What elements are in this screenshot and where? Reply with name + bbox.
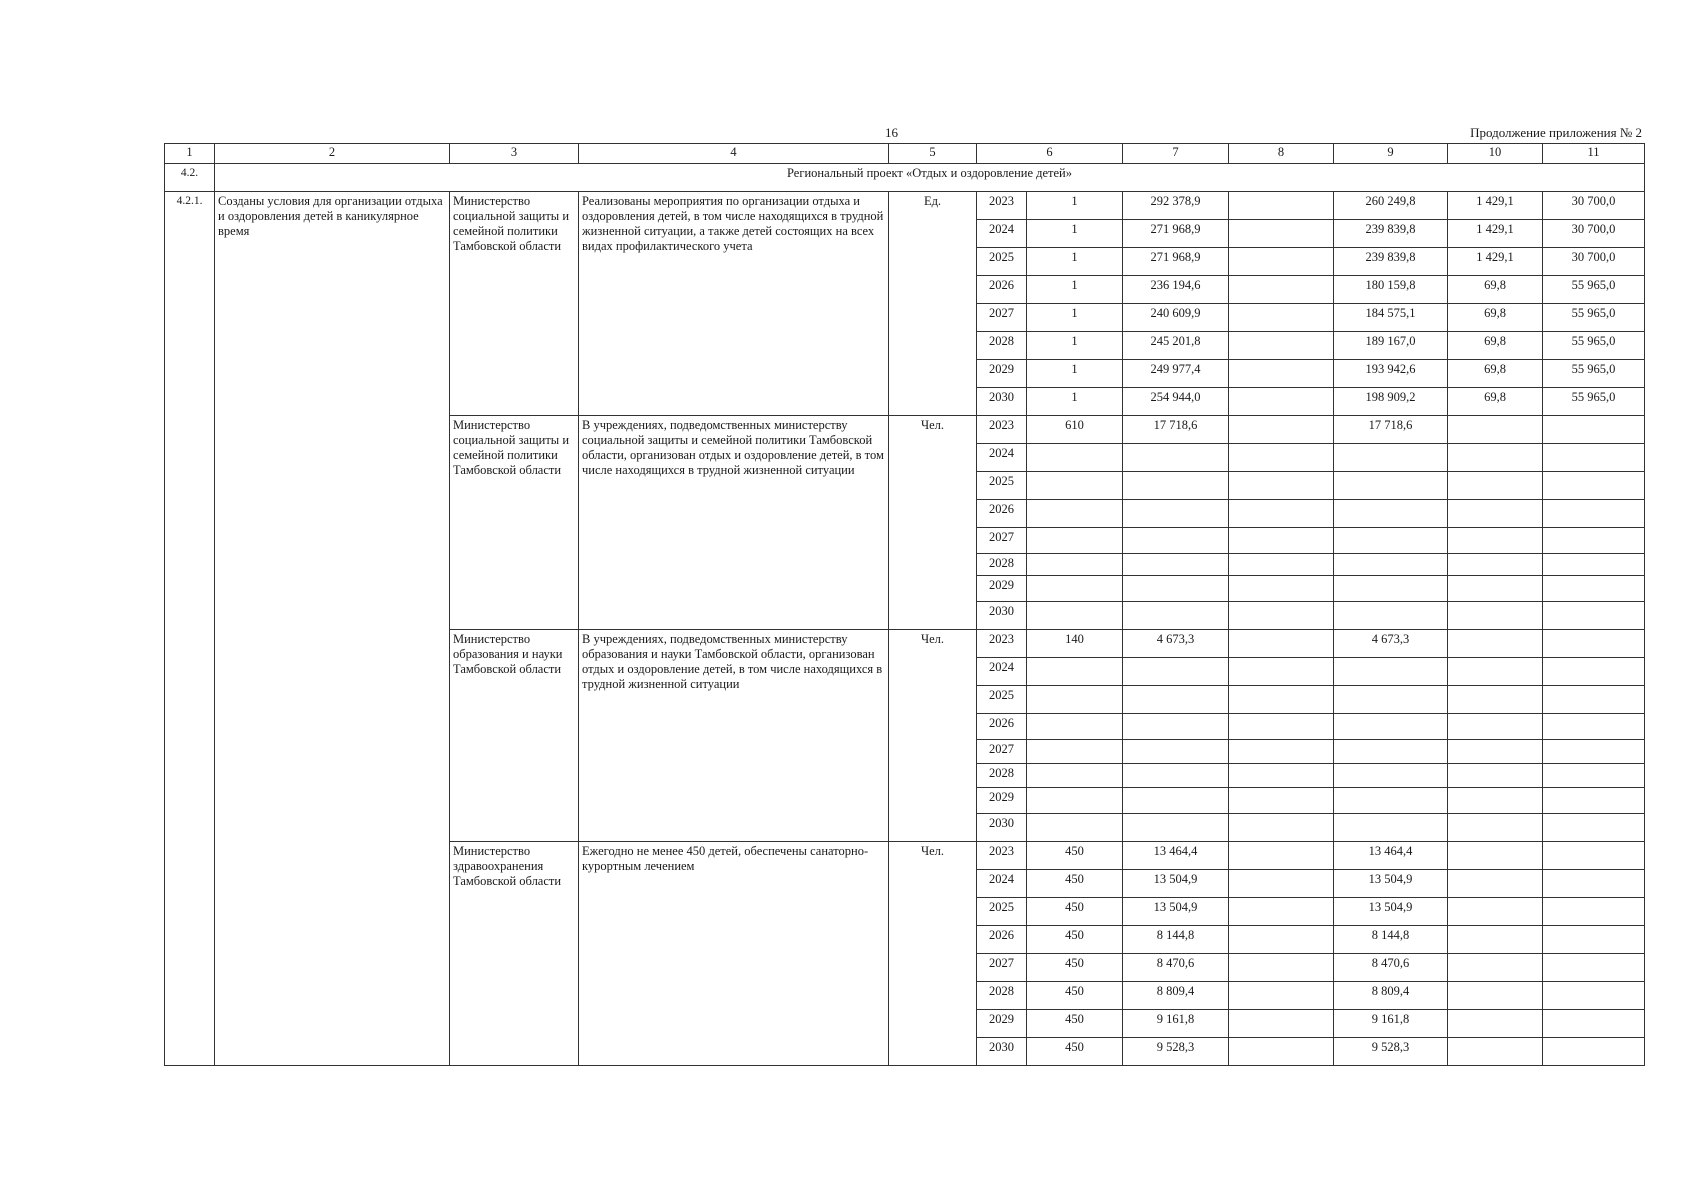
value-col11 [1543,528,1645,554]
year-cell: 2025 [977,686,1027,714]
value-col11 [1543,630,1645,658]
value-col10 [1448,954,1543,982]
value-col11: 55 965,0 [1543,388,1645,416]
value-col6: 450 [1027,982,1123,1010]
value-col9: 17 718,6 [1334,416,1448,444]
value-col11 [1543,982,1645,1010]
value-col9: 239 839,8 [1334,248,1448,276]
value-col6 [1027,500,1123,528]
value-col9: 184 575,1 [1334,304,1448,332]
value-col8 [1229,472,1334,500]
result-cell: Ежегодно не менее 450 детей, обеспечены санаторно-курортным лечением [579,842,889,1066]
value-col9 [1334,576,1448,602]
value-col9: 8 470,6 [1334,954,1448,982]
value-col10: 1 429,1 [1448,248,1543,276]
year-cell: 2028 [977,982,1027,1010]
value-col6: 1 [1027,192,1123,220]
value-col8 [1229,814,1334,842]
unit-cell: Ед. [889,192,977,416]
value-col9: 9 528,3 [1334,1038,1448,1066]
year-cell: 2026 [977,926,1027,954]
year-cell: 2029 [977,788,1027,814]
value-col6 [1027,602,1123,630]
value-col8 [1229,898,1334,926]
value-col11 [1543,554,1645,576]
value-col11 [1543,714,1645,740]
value-col11 [1543,870,1645,898]
value-col7: 13 464,4 [1123,842,1229,870]
value-col6: 450 [1027,842,1123,870]
value-col6: 450 [1027,1038,1123,1066]
year-cell: 2030 [977,388,1027,416]
value-col8 [1229,554,1334,576]
year-cell: 2030 [977,814,1027,842]
value-col8 [1229,192,1334,220]
value-col11 [1543,954,1645,982]
year-cell: 2028 [977,554,1027,576]
value-col10 [1448,898,1543,926]
value-col9: 193 942,6 [1334,360,1448,388]
value-col7: 13 504,9 [1123,898,1229,926]
value-col7: 271 968,9 [1123,220,1229,248]
value-col10: 69,8 [1448,276,1543,304]
value-col7: 236 194,6 [1123,276,1229,304]
value-col11: 55 965,0 [1543,276,1645,304]
value-col10 [1448,814,1543,842]
value-col11: 55 965,0 [1543,332,1645,360]
value-col10: 1 429,1 [1448,220,1543,248]
result-cell: Реализованы мероприятия по организации отдыха и оздоровления детей, в том числе находящихся в трудной жизненной ситуации, а также детей состоящих на всех видах профилактического учета [579,192,889,416]
value-col9: 13 464,4 [1334,842,1448,870]
value-col8 [1229,842,1334,870]
value-col6: 140 [1027,630,1123,658]
value-col9 [1334,764,1448,788]
value-col7: 245 201,8 [1123,332,1229,360]
value-col11 [1543,740,1645,764]
value-col6: 450 [1027,954,1123,982]
year-cell: 2025 [977,898,1027,926]
unit-cell: Чел. [889,630,977,842]
year-cell: 2023 [977,416,1027,444]
value-col11 [1543,576,1645,602]
value-col10 [1448,982,1543,1010]
value-col8 [1229,576,1334,602]
value-col6: 1 [1027,220,1123,248]
value-col10 [1448,472,1543,500]
value-col8 [1229,926,1334,954]
result-cell: В учреждениях, подведомственных министерству социальной защиты и семейной политики Тамбовской области, организован отдых и оздоровление детей, в том числе находящихся в трудной жизненной ситуации [579,416,889,630]
value-col9 [1334,444,1448,472]
value-col11 [1543,658,1645,686]
value-col10 [1448,788,1543,814]
value-col11 [1543,842,1645,870]
value-col6 [1027,788,1123,814]
value-col6 [1027,686,1123,714]
value-col8 [1229,1010,1334,1038]
value-col9 [1334,602,1448,630]
year-cell: 2029 [977,360,1027,388]
value-col6: 1 [1027,276,1123,304]
value-col9 [1334,740,1448,764]
value-col6 [1027,658,1123,686]
col-num-10: 10 [1448,144,1543,164]
executor-cell: Министерство социальной защиты и семейной политики Тамбовской области [450,416,579,630]
value-col11 [1543,444,1645,472]
value-col8 [1229,332,1334,360]
column-number-row [165,144,1645,164]
value-col11 [1543,602,1645,630]
value-col8 [1229,444,1334,472]
year-cell: 2026 [977,276,1027,304]
value-col11: 55 965,0 [1543,360,1645,388]
value-col8 [1229,276,1334,304]
value-col9: 180 159,8 [1334,276,1448,304]
year-cell: 2027 [977,528,1027,554]
value-col9: 8 809,4 [1334,982,1448,1010]
value-col10 [1448,740,1543,764]
continuation-note: Продолжение приложения № 2 [1470,125,1642,140]
value-col7: 13 504,9 [1123,870,1229,898]
value-col8 [1229,500,1334,528]
value-col8 [1229,954,1334,982]
value-col6 [1027,576,1123,602]
col-num-3: 3 [450,144,579,164]
year-cell: 2028 [977,332,1027,360]
value-col8 [1229,658,1334,686]
value-col6 [1027,554,1123,576]
value-col10 [1448,500,1543,528]
year-cell: 2027 [977,740,1027,764]
year-cell: 2024 [977,658,1027,686]
year-cell: 2029 [977,576,1027,602]
value-col10: 69,8 [1448,304,1543,332]
value-col9 [1334,658,1448,686]
value-col9: 189 167,0 [1334,332,1448,360]
value-col7: 8 144,8 [1123,926,1229,954]
value-col10 [1448,630,1543,658]
value-col7 [1123,714,1229,740]
value-col11: 55 965,0 [1543,304,1645,332]
value-col7 [1123,788,1229,814]
value-col6: 450 [1027,898,1123,926]
value-col10 [1448,926,1543,954]
value-col9: 13 504,9 [1334,898,1448,926]
value-col9: 198 909,2 [1334,388,1448,416]
year-cell: 2023 [977,192,1027,220]
value-col9 [1334,814,1448,842]
value-col7 [1123,602,1229,630]
value-col7: 9 528,3 [1123,1038,1229,1066]
col-num-9: 9 [1334,144,1448,164]
value-col10: 69,8 [1448,388,1543,416]
value-col7 [1123,764,1229,788]
item-code: 4.2.1. [165,192,215,1066]
value-col11: 30 700,0 [1543,248,1645,276]
unit-cell: Чел. [889,842,977,1066]
value-col10 [1448,714,1543,740]
value-col7 [1123,814,1229,842]
value-col10 [1448,1010,1543,1038]
value-col9 [1334,472,1448,500]
value-col10 [1448,658,1543,686]
value-col10 [1448,444,1543,472]
year-cell: 2023 [977,842,1027,870]
value-col9: 8 144,8 [1334,926,1448,954]
value-col7 [1123,576,1229,602]
value-col9: 13 504,9 [1334,870,1448,898]
value-col8 [1229,764,1334,788]
value-col9 [1334,500,1448,528]
value-col6: 450 [1027,926,1123,954]
item-name: Созданы условия для организации отдыха и оздоровления детей в каникулярное время [215,192,450,1066]
value-col7: 8 470,6 [1123,954,1229,982]
value-col11 [1543,1038,1645,1066]
year-cell: 2029 [977,1010,1027,1038]
value-col8 [1229,1038,1334,1066]
year-cell: 2024 [977,220,1027,248]
col-num-5: 5 [889,144,977,164]
year-cell: 2025 [977,248,1027,276]
value-col9 [1334,528,1448,554]
value-col10 [1448,554,1543,576]
value-col8 [1229,388,1334,416]
table-row [165,192,1645,220]
value-col10: 69,8 [1448,360,1543,388]
value-col10 [1448,1038,1543,1066]
value-col11 [1543,686,1645,714]
value-col7: 249 977,4 [1123,360,1229,388]
value-col8 [1229,870,1334,898]
executor-cell: Министерство образования и науки Тамбовской области [450,630,579,842]
year-cell: 2028 [977,764,1027,788]
col-num-4: 4 [579,144,889,164]
value-col11 [1543,472,1645,500]
value-col10 [1448,842,1543,870]
value-col11 [1543,764,1645,788]
value-col6: 450 [1027,1010,1123,1038]
executor-cell: Министерство здравоохранения Тамбовской области [450,842,579,1066]
value-col11 [1543,1010,1645,1038]
value-col7: 254 944,0 [1123,388,1229,416]
value-col11 [1543,416,1645,444]
value-col6 [1027,528,1123,554]
value-col8 [1229,686,1334,714]
value-col11 [1543,814,1645,842]
unit-cell: Чел. [889,416,977,630]
value-col10 [1448,602,1543,630]
value-col6: 1 [1027,248,1123,276]
value-col6 [1027,714,1123,740]
value-col9: 260 249,8 [1334,192,1448,220]
table-body [165,144,1645,1066]
value-col7 [1123,500,1229,528]
value-col7: 271 968,9 [1123,248,1229,276]
year-cell: 2027 [977,954,1027,982]
value-col7 [1123,528,1229,554]
value-col8 [1229,630,1334,658]
value-col8 [1229,416,1334,444]
value-col10 [1448,764,1543,788]
value-col11 [1543,788,1645,814]
result-cell: В учреждениях, подведомственных министерству образования и науки Тамбовской области, организован отдых и оздоровление детей, в том числе находящихся в трудной жизненной ситуации [579,630,889,842]
value-col8 [1229,982,1334,1010]
value-col6 [1027,764,1123,788]
year-cell: 2024 [977,444,1027,472]
value-col7: 292 378,9 [1123,192,1229,220]
col-num-6: 6 [977,144,1123,164]
value-col6: 1 [1027,332,1123,360]
value-col11: 30 700,0 [1543,192,1645,220]
value-col6: 1 [1027,304,1123,332]
section-code: 4.2. [165,164,215,192]
value-col7 [1123,740,1229,764]
value-col8 [1229,602,1334,630]
value-col6: 1 [1027,360,1123,388]
value-col10 [1448,528,1543,554]
value-col11 [1543,898,1645,926]
year-cell: 2030 [977,1038,1027,1066]
value-col10: 1 429,1 [1448,192,1543,220]
year-cell: 2027 [977,304,1027,332]
value-col8 [1229,360,1334,388]
value-col6 [1027,814,1123,842]
value-col6 [1027,740,1123,764]
col-num-8: 8 [1229,144,1334,164]
value-col7: 17 718,6 [1123,416,1229,444]
value-col8 [1229,528,1334,554]
value-col6 [1027,472,1123,500]
value-col9 [1334,554,1448,576]
value-col7 [1123,658,1229,686]
col-num-11: 11 [1543,144,1645,164]
value-col7 [1123,686,1229,714]
value-col9: 4 673,3 [1334,630,1448,658]
value-col8 [1229,304,1334,332]
value-col7 [1123,472,1229,500]
section-title: Региональный проект «Отдых и оздоровление детей» [215,164,1645,192]
value-col7: 8 809,4 [1123,982,1229,1010]
col-num-7: 7 [1123,144,1229,164]
value-col7: 240 609,9 [1123,304,1229,332]
value-col9: 9 161,8 [1334,1010,1448,1038]
value-col11: 30 700,0 [1543,220,1645,248]
page-number: 16 [885,125,898,140]
value-col10: 69,8 [1448,332,1543,360]
value-col10 [1448,686,1543,714]
value-col11 [1543,926,1645,954]
value-col8 [1229,248,1334,276]
value-col8 [1229,220,1334,248]
value-col10 [1448,416,1543,444]
year-cell: 2024 [977,870,1027,898]
year-cell: 2030 [977,602,1027,630]
year-cell: 2025 [977,472,1027,500]
value-col6: 610 [1027,416,1123,444]
value-col6: 1 [1027,388,1123,416]
value-col7: 9 161,8 [1123,1010,1229,1038]
value-col8 [1229,714,1334,740]
value-col8 [1229,788,1334,814]
value-col9 [1334,686,1448,714]
value-col7: 4 673,3 [1123,630,1229,658]
value-col7 [1123,444,1229,472]
value-col9: 239 839,8 [1334,220,1448,248]
value-col8 [1229,740,1334,764]
value-col7 [1123,554,1229,576]
year-cell: 2026 [977,500,1027,528]
value-col9 [1334,714,1448,740]
col-num-2: 2 [215,144,450,164]
value-col10 [1448,870,1543,898]
section-row [165,164,1645,192]
col-num-1: 1 [165,144,215,164]
value-col9 [1334,788,1448,814]
data-table [164,143,1645,1066]
value-col6: 450 [1027,870,1123,898]
year-cell: 2023 [977,630,1027,658]
value-col11 [1543,500,1645,528]
year-cell: 2026 [977,714,1027,740]
value-col6 [1027,444,1123,472]
value-col10 [1448,576,1543,602]
executor-cell: Министерство социальной защиты и семейной политики Тамбовской области [450,192,579,416]
